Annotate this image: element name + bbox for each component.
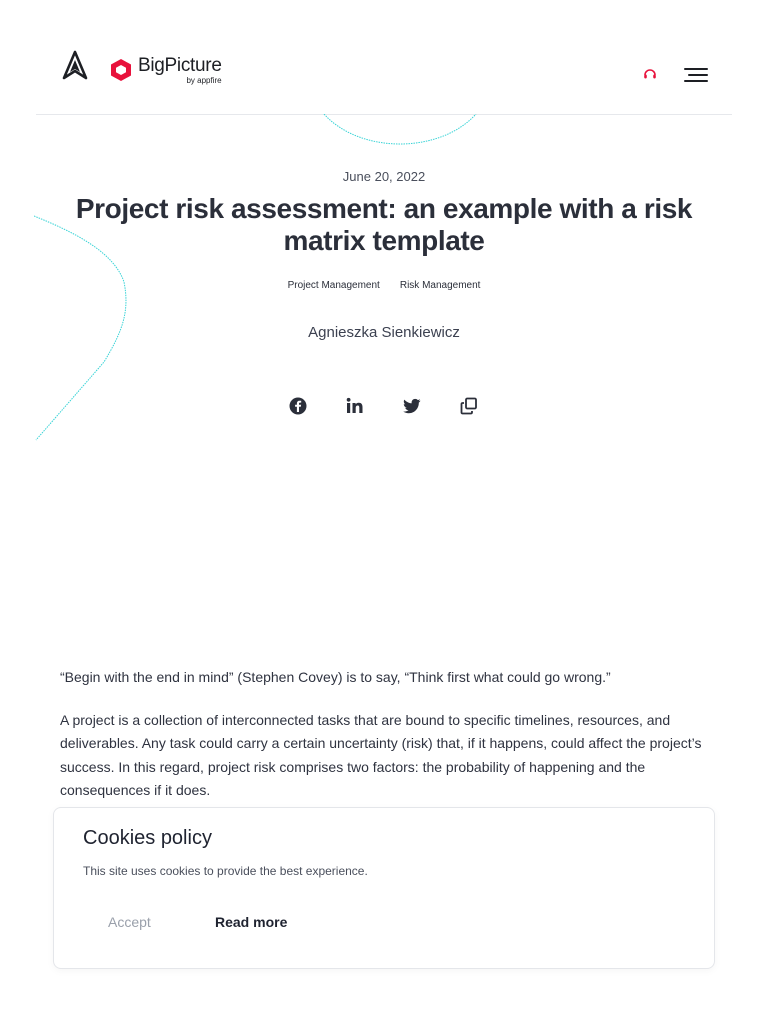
linkedin-icon[interactable] — [345, 396, 365, 416]
article-title: Project risk assessment: an example with a risk matrix template — [75, 193, 693, 256]
bigpicture-hex-icon — [110, 58, 132, 82]
article-date: June 20, 2022 — [342, 169, 426, 184]
decorative-curve-top — [320, 114, 480, 150]
cookie-banner — [53, 807, 715, 969]
share-bar — [288, 396, 480, 418]
hamburger-menu-icon[interactable] — [684, 66, 708, 84]
twitter-icon[interactable] — [402, 396, 422, 416]
tag-risk-management[interactable]: Risk Management — [399, 280, 481, 291]
cookie-accept-button[interactable]: Accept — [108, 914, 151, 930]
cookie-text: This site uses cookies to provide the best experience. — [83, 864, 368, 878]
tag-project-management[interactable]: Project Management — [287, 280, 380, 291]
article-body — [60, 666, 710, 822]
brand-logo[interactable] — [110, 56, 222, 92]
paragraph-intro: “Begin with the end in mind” (Stephen Covey) is to say, “Think first what could go wrong.” — [60, 669, 611, 685]
cookie-read-more-link[interactable]: Read more — [215, 914, 288, 930]
site-header — [36, 0, 732, 115]
paragraph-definition: A project is a collection of interconnected tasks that are bound to specific timelines, resources, and deliverables. Any task could carry a certain uncertainty (risk) that, if it happens, could affect the project’s success. In this regard, project risk comprises two factors: the probability of happening and the consequences if it does. — [60, 711, 702, 798]
cookie-title: Cookies policy — [83, 827, 212, 849]
appfire-logo-icon[interactable] — [60, 50, 90, 82]
article-tags — [0, 280, 768, 291]
headset-icon[interactable] — [642, 66, 658, 82]
facebook-icon[interactable] — [288, 396, 308, 416]
copy-link-icon[interactable] — [459, 396, 479, 416]
brand-subtitle: by appfire — [186, 76, 222, 85]
article-author[interactable]: Agnieszka Sienkiewicz — [308, 324, 460, 341]
brand-name: BigPicture — [138, 55, 222, 76]
